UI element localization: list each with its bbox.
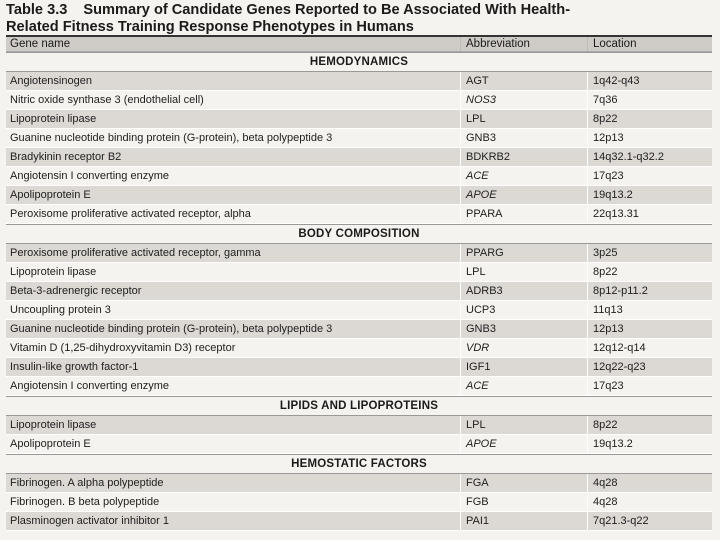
abbreviation-cell: GNB3 [461, 320, 588, 338]
gene-name-cell: Apolipoprotein E [6, 186, 461, 204]
abbreviation-cell: LPL [461, 263, 588, 281]
location-cell: 11q13 [593, 304, 623, 316]
table-row [6, 263, 712, 282]
abbreviation-cell: GNB3 [461, 129, 588, 147]
abbreviation-cell: PAI1 [461, 512, 588, 530]
location-cell: 8p12-p11.2 [593, 285, 648, 297]
abbreviation-cell: LPL [461, 110, 588, 128]
location-cell: 1q42-q43 [593, 75, 640, 87]
location-cell: 4q28 [593, 496, 618, 508]
table-row [6, 474, 712, 493]
location-cell: 22q13.31 [593, 208, 639, 220]
gene-name-cell: Peroxisome proliferative activated receptor, alpha [6, 205, 461, 223]
gene-name-cell: Guanine nucleotide binding protein (G-protein), beta polypeptide 3 [6, 320, 461, 338]
location-cell: 8p22 [593, 266, 618, 278]
table-row [6, 493, 712, 512]
gene-name-cell: Guanine nucleotide binding protein (G-protein), beta polypeptide 3 [6, 129, 461, 147]
abbreviation-cell: FGB [461, 493, 588, 511]
gene-name-cell: Peroxisome proliferative activated receptor, gamma [6, 244, 461, 262]
section-heading: HEMOSTATIC FACTORS [291, 458, 427, 470]
abbreviation-cell: AGT [461, 72, 588, 90]
abbreviation-cell: FGA [461, 474, 588, 492]
table-row [6, 205, 712, 224]
table-row [6, 301, 712, 320]
table-row [6, 358, 712, 377]
table-label: Table 3.3 [6, 2, 68, 18]
abbreviation-cell: ADRB3 [461, 282, 588, 300]
gene-name-cell: Uncoupling protein 3 [6, 301, 461, 319]
table-row [6, 435, 712, 454]
column-header-abbreviation: Abbreviation [461, 37, 588, 51]
gene-name-cell: Bradykinin receptor B2 [6, 148, 461, 166]
section-heading-row [6, 396, 712, 416]
location-cell: 12q22-q23 [593, 361, 646, 373]
gene-name-cell: Fibrinogen. A alpha polypeptide [6, 474, 461, 492]
gene-name-cell: Angiotensin I converting enzyme [6, 377, 461, 395]
section-heading: BODY COMPOSITION [298, 228, 420, 240]
gene-table [6, 37, 712, 531]
abbreviation-cell: UCP3 [461, 301, 588, 319]
gene-name-cell: Angiotensinogen [6, 72, 461, 90]
abbreviation-cell: APOE [461, 186, 588, 204]
table-row [6, 72, 712, 91]
table-row [6, 110, 712, 129]
location-cell: 8p22 [593, 113, 618, 125]
section-heading: HEMODYNAMICS [309, 56, 409, 68]
table-row [6, 512, 712, 531]
location-cell: 12p13 [593, 323, 624, 335]
table-title [6, 2, 706, 36]
section-heading-row [6, 454, 712, 474]
table-row [6, 167, 712, 186]
abbreviation-cell: APOE [461, 435, 588, 453]
section-heading-row [6, 52, 712, 72]
abbreviation-cell: PPARG [461, 244, 588, 262]
gene-name-cell: Angiotensin I converting enzyme [6, 167, 461, 185]
abbreviation-cell: PPARA [461, 205, 588, 223]
location-cell: 19q13.2 [593, 189, 633, 201]
gene-name-cell: Plasminogen activator inhibitor 1 [6, 512, 461, 530]
table-row [6, 339, 712, 358]
table-row [6, 244, 712, 263]
table-row [6, 416, 712, 435]
title-text-1: Summary of Candidate Genes Reported to Be Associated With Health- [83, 2, 571, 18]
location-cell: 4q28 [593, 477, 618, 489]
gene-name-cell: Nitric oxide synthase 3 (endothelial cell) [6, 91, 461, 109]
location-cell: 3p25 [593, 247, 618, 259]
location-cell: 7q21.3-q22 [593, 515, 649, 527]
abbreviation-cell: LPL [461, 416, 588, 434]
section-heading: LIPIDS AND LIPOPROTEINS [279, 400, 439, 412]
location-cell: 12q12-q14 [593, 342, 646, 354]
location-cell: 19q13.2 [593, 438, 633, 450]
column-header-gene-name: Gene name [6, 37, 461, 51]
abbreviation-cell: ACE [461, 377, 588, 395]
table-row [6, 148, 712, 167]
location-cell: 14q32.1-q32.2 [593, 151, 664, 163]
table-row [6, 377, 712, 396]
section-heading-row [6, 224, 712, 244]
location-cell: 7q36 [593, 94, 618, 106]
abbreviation-cell: NOS3 [461, 91, 588, 109]
title-line-1 [6, 2, 706, 19]
location-cell: 12p13 [593, 132, 624, 144]
abbreviation-cell: BDKRB2 [461, 148, 588, 166]
table-row [6, 129, 712, 148]
location-cell: 8p22 [593, 419, 618, 431]
table-row [6, 186, 712, 205]
location-cell: 17q23 [593, 170, 624, 182]
gene-name-cell: Vitamin D (1,25-dihydroxyvitamin D3) receptor [6, 339, 461, 357]
gene-name-cell: Fibrinogen. B beta polypeptide [6, 493, 461, 511]
gene-name-cell: Beta-3-adrenergic receptor [6, 282, 461, 300]
title-line-2: Related Fitness Training Response Phenotypes in Humans [6, 19, 414, 35]
abbreviation-cell: VDR [461, 339, 588, 357]
gene-name-cell: Lipoprotein lipase [6, 416, 461, 434]
location-cell: 17q23 [593, 380, 624, 392]
table-row [6, 282, 712, 301]
table-row [6, 91, 712, 110]
table-header-row [6, 37, 712, 52]
gene-name-cell: Lipoprotein lipase [6, 263, 461, 281]
gene-name-cell: Insulin-like growth factor-1 [6, 358, 461, 376]
abbreviation-cell: ACE [461, 167, 588, 185]
gene-name-cell: Lipoprotein lipase [6, 110, 461, 128]
column-header-location: Location [593, 38, 637, 50]
table-row [6, 320, 712, 339]
gene-name-cell: Apolipoprotein E [6, 435, 461, 453]
abbreviation-cell: IGF1 [461, 358, 588, 376]
